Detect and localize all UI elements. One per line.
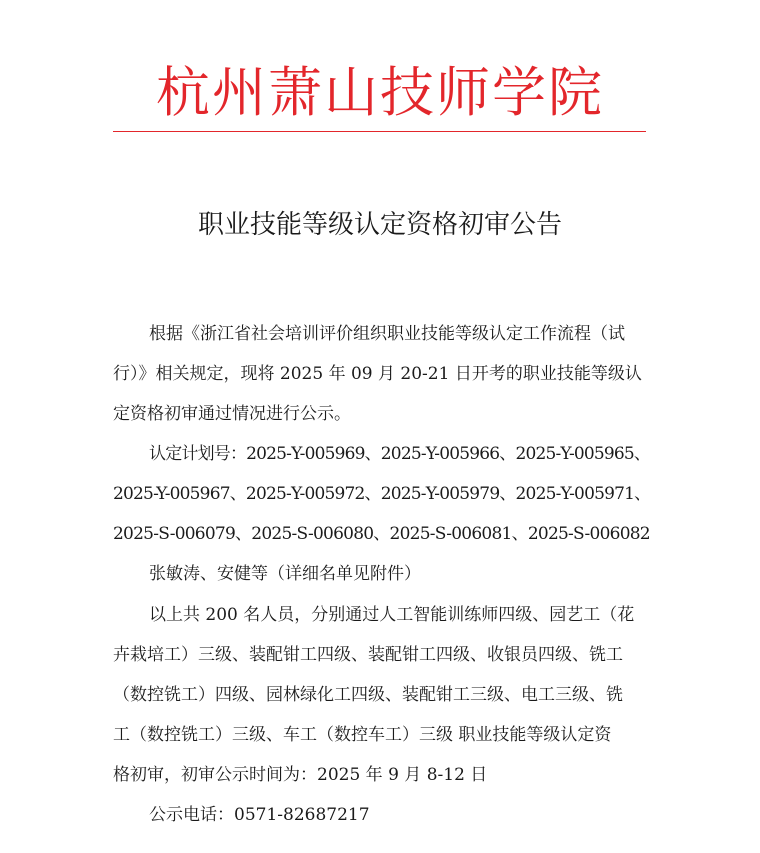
contact-phone-line: 公示电话：0571-82687217 [149,805,370,825]
paragraph-1-line-2: 行）》相关规定，现将 2025 年 09 月 20-21 日开考的职业技能等级认 [113,364,642,384]
paragraph-4-line-3: （数控铣工）四级、园林绿化工四级、装配钳工三级、电工三级、铣 [113,685,623,705]
notice-title: 职业技能等级认定资格初审公告 [197,210,562,240]
names-line: 张敏涛、安健等（详细名单见附件） [149,564,421,584]
plan-numbers-line-3: 2025-S-006079、2025-S-006080、2025-S-006081、2025-S-006082 [113,524,650,544]
org-name-heading: 杭州萧山技师学院 [156,61,604,124]
paragraph-1-line-3: 定资格初审通过情况进行公示。 [113,404,351,424]
paragraph-4-line-5: 格初审，初审公示时间为：2025 年 9 月 8-12 日 [113,765,488,785]
paragraph-4-line-2: 卉栽培工）三级、装配钳工四级、装配钳工四级、收银员四级、铣工 [113,645,623,665]
paragraph-1-line-1: 根据《浙江省社会培训评价组织职业技能等级认定工作流程（试 [149,324,625,344]
paragraph-4-line-1: 以上共 200 名人员，分别通过人工智能训练师四级、园艺工（花 [149,605,635,625]
header-divider [113,131,646,132]
paragraph-4-line-4: 工（数控铣工）三级、车工（数控车工）三级 职业技能等级认定资 [113,725,612,745]
plan-numbers-line-2: 2025-Y-005967、2025-Y-005972、2025-Y-005979、2025-Y-005971、 [113,484,651,504]
plan-numbers-line-1: 认定计划号：2025-Y-005969、2025-Y-005966、2025-Y-005965、 [149,444,651,464]
